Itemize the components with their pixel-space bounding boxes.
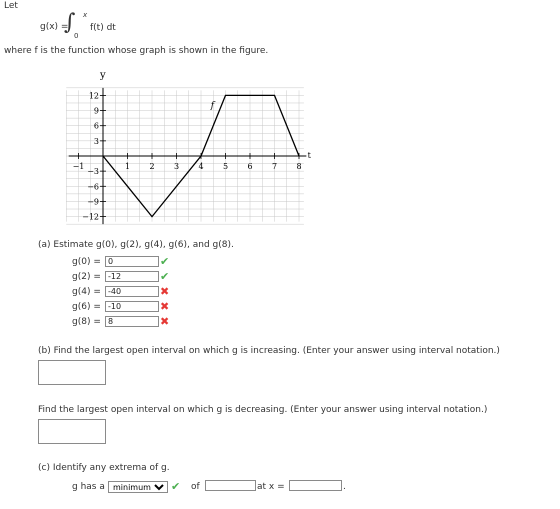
part-b-increasing-prompt: (b) Find the largest open interval on which g is increasing. (Enter your answer using interval notation.) <box>38 346 500 356</box>
y-axis-label: y <box>100 70 106 81</box>
g-value-input[interactable]: -40 <box>105 286 159 297</box>
extremum-value-input[interactable] <box>205 480 256 491</box>
incorrect-x-icon: ✖ <box>160 285 170 298</box>
extremum-type-select[interactable] <box>108 481 168 493</box>
g-value-input[interactable]: -12 <box>105 271 159 282</box>
y-tick-label: −3 <box>87 167 99 177</box>
f-graph <box>60 66 320 232</box>
correct-check-icon: ✔ <box>160 255 170 268</box>
graph-axes <box>69 88 307 224</box>
integral-sign: ∫ <box>64 10 76 35</box>
where-text: where f is the function whose graph is shown in the figure. <box>4 46 269 56</box>
g-row-label: g(0) = <box>72 257 101 267</box>
let-label: Let <box>4 1 18 11</box>
period: . <box>343 482 346 492</box>
g-row-label: g(8) = <box>72 317 101 327</box>
g-value-input[interactable]: 0 <box>105 256 159 267</box>
at-x-label: at x = <box>257 482 285 492</box>
x-tick-label: −1 <box>72 162 85 171</box>
definition-lhs: g(x) = <box>40 22 69 32</box>
g-row-label: g(6) = <box>72 302 101 312</box>
integrand: f(t) dt <box>90 23 116 33</box>
x-tick-label: 4 <box>198 162 204 171</box>
has-a-label: g has a <box>72 482 105 492</box>
x-tick-label: 6 <box>247 162 253 171</box>
extremum-x-input[interactable] <box>289 480 342 491</box>
part-b-decreasing-prompt: Find the largest open interval on which g is decreasing. (Enter your answer using interval notation.) <box>38 405 488 415</box>
x-tick-label: 2 <box>149 162 155 171</box>
correct-check-icon: ✔ <box>160 270 170 283</box>
x-tick-label: 7 <box>271 162 278 171</box>
x-tick-label: 8 <box>296 162 302 171</box>
incorrect-x-icon: ✖ <box>160 300 170 313</box>
g-row-label: g(2) = <box>72 272 101 282</box>
decreasing-interval-input[interactable] <box>38 419 106 444</box>
y-tick-label: 3 <box>93 136 99 146</box>
y-tick-label: 9 <box>93 106 99 116</box>
g-value-input[interactable]: 8 <box>105 316 159 327</box>
of-label: of <box>191 482 200 492</box>
extremum-correct-icon: ✔ <box>171 480 181 493</box>
y-tick-label: −6 <box>87 182 99 192</box>
integral-lower-limit: 0 <box>74 32 79 40</box>
y-tick-label: −9 <box>87 197 99 207</box>
part-c-prompt: (c) Identify any extrema of g. <box>38 463 170 473</box>
increasing-interval-input[interactable] <box>38 360 106 385</box>
integral-upper-limit: x <box>83 11 88 19</box>
g-row-label: g(4) = <box>72 287 101 297</box>
x-tick-label: 3 <box>173 162 180 171</box>
y-tick-label: −12 <box>82 212 99 222</box>
g-value-input[interactable]: -10 <box>105 301 159 312</box>
incorrect-x-icon: ✖ <box>160 315 170 328</box>
t-axis-label: t <box>307 151 311 160</box>
y-tick-label: 6 <box>93 121 99 131</box>
part-a-prompt: (a) Estimate g(0), g(2), g(4), g(6), and g(8). <box>38 240 234 250</box>
y-tick-label: 12 <box>88 91 99 101</box>
x-tick-label: 5 <box>222 162 229 171</box>
x-tick-label: 1 <box>124 162 131 171</box>
curve-label-f: f <box>210 101 215 112</box>
